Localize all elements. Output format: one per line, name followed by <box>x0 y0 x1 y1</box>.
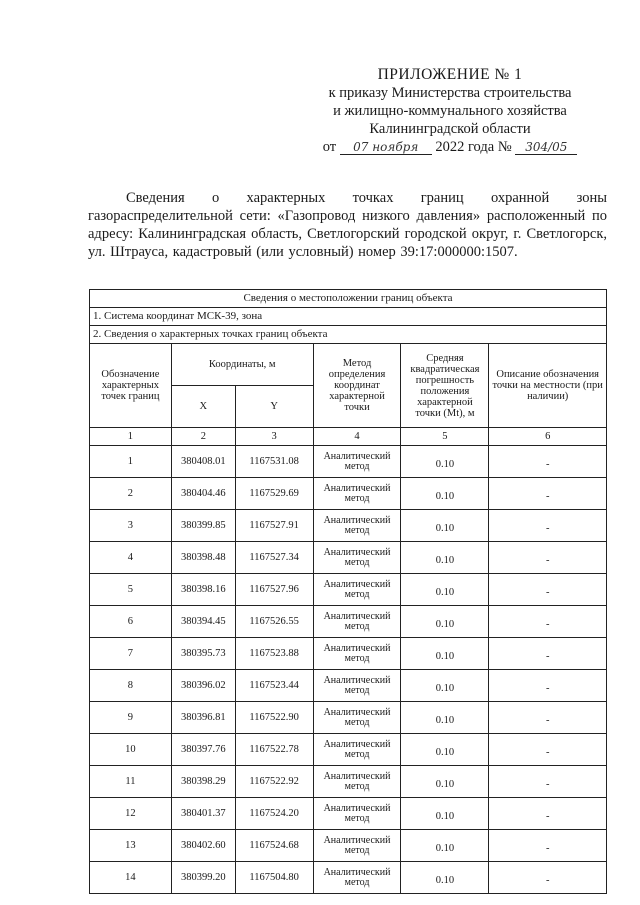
y-coordinate-cell: 1167504.80 <box>235 862 313 894</box>
table-row <box>90 862 607 894</box>
table-row <box>90 798 607 830</box>
y-coordinate-cell: 1167522.92 <box>235 766 313 798</box>
table-header-row <box>90 344 607 386</box>
method-cell: Аналитический метод <box>313 798 401 830</box>
x-coordinate-cell: 380399.20 <box>171 862 235 894</box>
y-coordinate-cell: 1167527.34 <box>235 542 313 574</box>
error-cell: 0.10 <box>401 798 489 830</box>
appendix-title: ПРИЛОЖЕНИЕ № 1 <box>377 66 523 83</box>
order-date-line <box>300 138 600 156</box>
method-cell: Аналитический метод <box>313 766 401 798</box>
x-coordinate-cell: 380394.45 <box>171 606 235 638</box>
error-cell: 0.10 <box>401 478 489 510</box>
table-row <box>90 638 607 670</box>
x-coordinate-cell: 380397.76 <box>171 734 235 766</box>
error-cell: 0.10 <box>401 670 489 702</box>
x-coordinate-cell: 380401.37 <box>171 798 235 830</box>
order-line-1: к приказу Министерства строительства <box>328 85 572 101</box>
year-text: 2022 года № <box>435 139 512 155</box>
error-cell: 0.10 <box>401 734 489 766</box>
column-number: 3 <box>235 428 313 446</box>
method-cell: Аналитический метод <box>313 510 401 542</box>
description-cell: - <box>489 574 607 606</box>
method-cell: Аналитический метод <box>313 446 401 478</box>
point-number-cell: 9 <box>90 702 172 734</box>
points-title-row <box>90 326 607 344</box>
point-number-cell: 14 <box>90 862 172 894</box>
description-cell: - <box>489 446 607 478</box>
table-section-row <box>90 290 607 308</box>
table-row <box>90 478 607 510</box>
error-cell: 0.10 <box>401 542 489 574</box>
error-cell: 0.10 <box>401 638 489 670</box>
x-coordinate-cell: 380398.48 <box>171 542 235 574</box>
error-cell: 0.10 <box>401 510 489 542</box>
y-coordinate-cell: 1167522.78 <box>235 734 313 766</box>
y-coordinate-cell: 1167523.88 <box>235 638 313 670</box>
description-cell: - <box>489 702 607 734</box>
intro-paragraph: Сведения о характерных точках границ охранной зоны газораспределительной сети: «Газопровод низкого давления» расположенный по адресу: Калининградская область, Светлогорский городской округ, г. Светлогорск, ул. Штрауса, кадастровый (или условный) номер 39:17:000000:1507. <box>88 190 607 260</box>
point-number-cell: 8 <box>90 670 172 702</box>
description-cell: - <box>489 798 607 830</box>
column-number: 2 <box>171 428 235 446</box>
handwritten-order-number: 304/05 <box>515 141 577 155</box>
column-number: 4 <box>313 428 401 446</box>
x-coordinate-cell: 380398.16 <box>171 574 235 606</box>
method-cell: Аналитический метод <box>313 830 401 862</box>
y-coordinate-cell: 1167527.91 <box>235 510 313 542</box>
column-number: 6 <box>489 428 607 446</box>
column-number: 5 <box>401 428 489 446</box>
table-row <box>90 734 607 766</box>
point-number-cell: 1 <box>90 446 172 478</box>
point-number-cell: 2 <box>90 478 172 510</box>
y-coordinate-cell: 1167524.20 <box>235 798 313 830</box>
x-coordinate-cell: 380404.46 <box>171 478 235 510</box>
x-coordinate-cell: 380402.60 <box>171 830 235 862</box>
table-row <box>90 670 607 702</box>
description-cell: - <box>489 670 607 702</box>
header-designation: Обозначение характерных точек границ <box>90 344 172 428</box>
method-cell: Аналитический метод <box>313 606 401 638</box>
description-cell: - <box>489 638 607 670</box>
table-row <box>90 542 607 574</box>
error-cell: 0.10 <box>401 830 489 862</box>
coord-system-row <box>90 308 607 326</box>
boundary-points-table <box>89 289 607 894</box>
method-cell: Аналитический метод <box>313 862 401 894</box>
error-cell: 0.10 <box>401 446 489 478</box>
y-coordinate-cell: 1167522.90 <box>235 702 313 734</box>
x-coordinate-cell: 380396.81 <box>171 702 235 734</box>
point-number-cell: 3 <box>90 510 172 542</box>
error-cell: 0.10 <box>401 862 489 894</box>
error-cell: 0.10 <box>401 702 489 734</box>
x-coordinate-cell: 380396.02 <box>171 670 235 702</box>
method-cell: Аналитический метод <box>313 542 401 574</box>
point-number-cell: 12 <box>90 798 172 830</box>
description-cell: - <box>489 542 607 574</box>
method-cell: Аналитический метод <box>313 574 401 606</box>
order-line-2: и жилищно-коммунального хозяйства <box>333 103 567 119</box>
method-cell: Аналитический метод <box>313 702 401 734</box>
x-coordinate-cell: 380398.29 <box>171 766 235 798</box>
point-number-cell: 11 <box>90 766 172 798</box>
table-row <box>90 574 607 606</box>
description-cell: - <box>489 830 607 862</box>
point-number-cell: 7 <box>90 638 172 670</box>
header-coords: Координаты, м <box>171 344 313 386</box>
header-y: Y <box>235 386 313 428</box>
description-cell: - <box>489 862 607 894</box>
table-row <box>90 510 607 542</box>
order-line-3: Калининградской области <box>369 121 531 137</box>
column-number: 1 <box>90 428 172 446</box>
point-number-cell: 13 <box>90 830 172 862</box>
section-title: Сведения о местоположении границ объекта <box>90 290 607 308</box>
header-description: Описание обозначения точки на местности (при наличии) <box>489 344 607 428</box>
y-coordinate-cell: 1167531.08 <box>235 446 313 478</box>
point-number-cell: 10 <box>90 734 172 766</box>
description-cell: - <box>489 766 607 798</box>
y-coordinate-cell: 1167529.69 <box>235 478 313 510</box>
table-row <box>90 446 607 478</box>
coord-system: 1. Система координат МСК-39, зона <box>90 308 607 326</box>
table-row <box>90 702 607 734</box>
description-cell: - <box>489 478 607 510</box>
table-row <box>90 606 607 638</box>
description-cell: - <box>489 510 607 542</box>
point-number-cell: 5 <box>90 574 172 606</box>
header-x: X <box>171 386 235 428</box>
method-cell: Аналитический метод <box>313 670 401 702</box>
x-coordinate-cell: 380408.01 <box>171 446 235 478</box>
point-number-cell: 6 <box>90 606 172 638</box>
error-cell: 0.10 <box>401 606 489 638</box>
description-cell: - <box>489 606 607 638</box>
error-cell: 0.10 <box>401 574 489 606</box>
point-number-cell: 4 <box>90 542 172 574</box>
points-title: 2. Сведения о характерных точках границ объекта <box>90 326 607 344</box>
error-cell: 0.10 <box>401 766 489 798</box>
table-row <box>90 766 607 798</box>
x-coordinate-cell: 380399.85 <box>171 510 235 542</box>
x-coordinate-cell: 380395.73 <box>171 638 235 670</box>
y-coordinate-cell: 1167527.96 <box>235 574 313 606</box>
date-prefix: от <box>322 139 337 155</box>
y-coordinate-cell: 1167526.55 <box>235 606 313 638</box>
y-coordinate-cell: 1167523.44 <box>235 670 313 702</box>
header-error: Средняя квадратическая погрешность положения характерной точки (Mt), м <box>401 344 489 428</box>
method-cell: Аналитический метод <box>313 734 401 766</box>
table-row <box>90 830 607 862</box>
y-coordinate-cell: 1167524.68 <box>235 830 313 862</box>
column-numbers-row <box>90 428 607 446</box>
handwritten-date: 07 ноября <box>340 141 432 155</box>
header-method: Метод определения координат характерной точки <box>313 344 401 428</box>
method-cell: Аналитический метод <box>313 638 401 670</box>
description-cell: - <box>489 734 607 766</box>
method-cell: Аналитический метод <box>313 478 401 510</box>
appendix-header <box>300 66 600 156</box>
